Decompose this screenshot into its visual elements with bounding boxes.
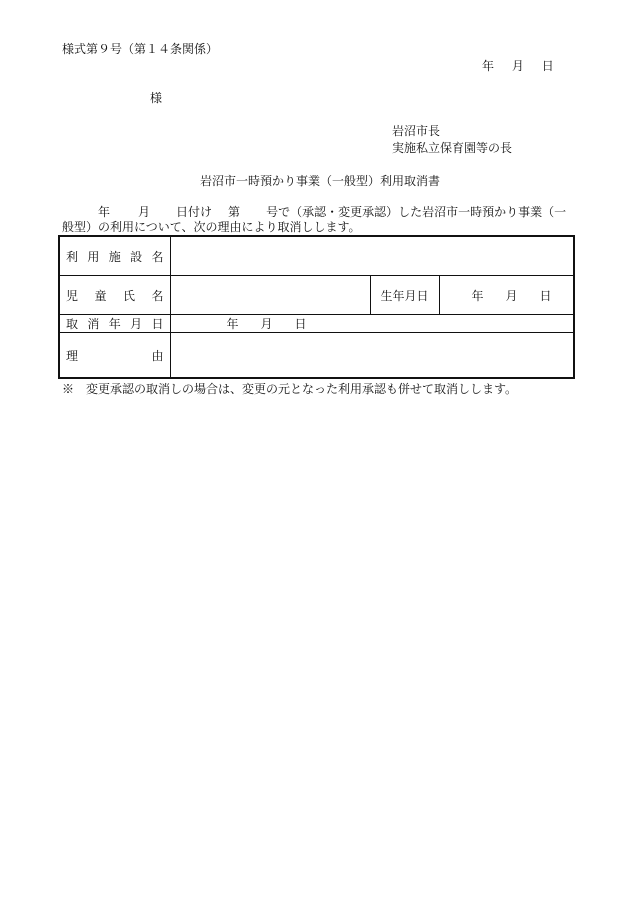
birth-year: 年 (471, 288, 484, 303)
form-number: 様式第９号（第１４条関係） (62, 42, 219, 56)
body-number-prefix: 第 (228, 205, 241, 219)
cancel-date-label: 取消年月日 (59, 315, 170, 333)
cancel-date-field[interactable] (170, 315, 574, 333)
cancel-month: 月 (260, 317, 273, 331)
addressee-honorific: 様 (150, 91, 163, 105)
reason-field[interactable] (170, 333, 574, 379)
birth-date-field[interactable] (439, 276, 574, 315)
cancel-day: 日 (294, 317, 307, 331)
child-name-label: 児童氏名 (59, 276, 170, 315)
child-row (59, 276, 574, 315)
footnote: ※ 変更承認の取消しの場合は、変更の元となった利用承認も併せて取消しします。 (62, 382, 518, 396)
submission-date (482, 58, 554, 74)
reason-label: 理由 (59, 333, 170, 379)
sender-line-2: 実施私立保育園等の長 (392, 141, 513, 155)
body-dated: 日付け (176, 205, 213, 219)
document-title: 岩沼市一時預かり事業（一般型）利用取消書 (200, 174, 441, 188)
body-month: 月 (138, 205, 151, 219)
body-year: 年 (98, 205, 111, 219)
cancel-date-row (59, 315, 574, 333)
date-month: 月 (511, 59, 524, 73)
body-paragraph-line-2: 般型）の利用について、次の理由により取消しします。 (62, 220, 361, 234)
facility-row (59, 236, 574, 276)
birth-day: 日 (539, 288, 552, 303)
sender-line-1: 岩沼市長 (392, 124, 441, 138)
cancel-year: 年 (226, 317, 239, 331)
birth-date-label: 生年月日 (370, 276, 439, 315)
body-paragraph-line-1 (62, 204, 566, 220)
date-day: 日 (541, 59, 554, 73)
reason-row (59, 333, 574, 379)
child-name-field[interactable] (170, 276, 370, 315)
date-year: 年 (482, 59, 495, 73)
body-number-suffix: 号で（承認・変更承認）した岩沼市一時預かり事業（一 (266, 205, 567, 219)
birth-month: 月 (505, 288, 518, 303)
facility-field[interactable] (170, 236, 574, 276)
facility-label: 利用施設名 (59, 236, 170, 276)
cancellation-form-table (58, 235, 575, 379)
